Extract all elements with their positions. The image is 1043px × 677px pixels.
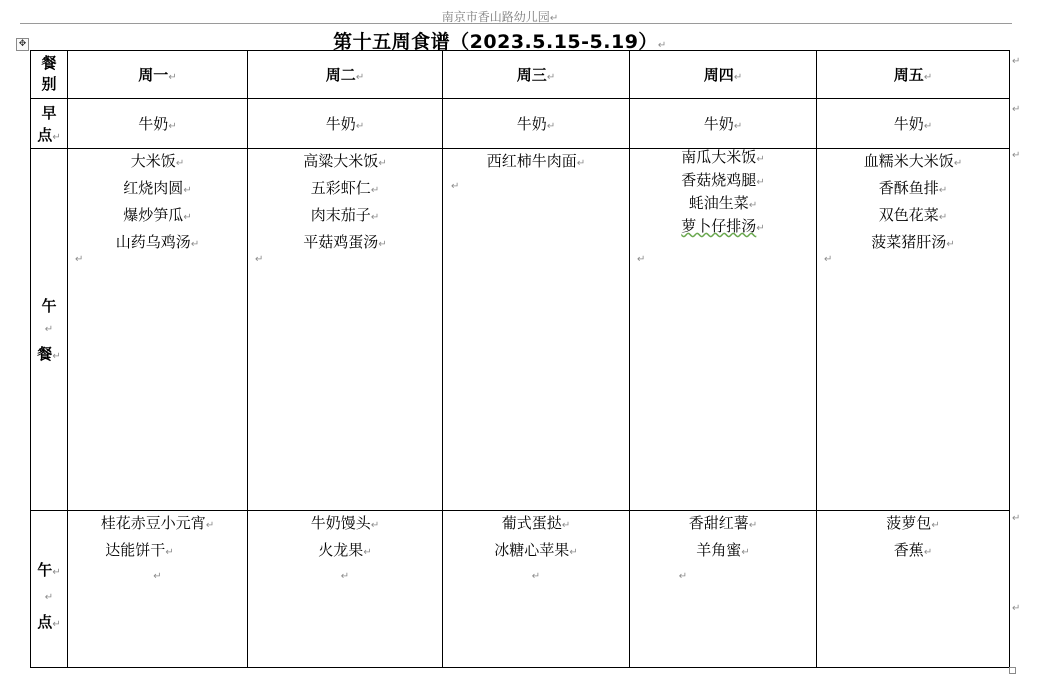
- dish-item: 西红柿牛肉面: [486, 152, 577, 170]
- row-label-lunch: 午 ↵ 餐↵: [37, 297, 61, 363]
- dish-item: 红烧肉圆: [123, 179, 184, 197]
- dish-item: 平菇鸡蛋汤: [303, 233, 379, 251]
- paragraph-mark-icon: ↵: [637, 254, 646, 265]
- header-divider: [20, 23, 1012, 24]
- breakfast-thu: 牛奶↵: [703, 115, 743, 133]
- dish-item: 牛奶: [703, 115, 734, 133]
- corner-label-char: 别: [41, 75, 57, 93]
- dish-item: 爆炒笋瓜: [123, 206, 184, 224]
- snack-tue: 牛奶馒头↵ 火龙果↵ ↵: [310, 514, 380, 582]
- dish-item: 南瓜大米饭: [681, 148, 757, 166]
- day-header-mon: 周一↵: [138, 66, 177, 84]
- snack-thu: 香甜红薯↵ 羊角蜜↵ ↵: [678, 514, 758, 582]
- paragraph-mark-icon: ↵: [657, 40, 667, 51]
- lunch-mon: 大米饭↵ 红烧肉圆↵ 爆炒笋瓜↵ 山药乌鸡汤↵: [115, 152, 200, 251]
- dish-item: 血糯米大米饭: [863, 152, 954, 170]
- table-move-handle-icon[interactable]: ✥: [16, 38, 29, 51]
- row-end-mark-icon: ↵: [1012, 56, 1021, 67]
- dish-item: 达能饼干: [105, 541, 166, 559]
- breakfast-mon: 牛奶↵: [138, 115, 177, 133]
- dish-item: 香酥鱼排: [878, 179, 939, 197]
- table-row-divider: [31, 98, 1009, 99]
- menu-table: [30, 50, 1010, 668]
- dish-item: 羊角蜜: [696, 541, 742, 559]
- paragraph-mark-icon: ↵: [824, 254, 833, 265]
- dish-item: 牛奶: [325, 115, 356, 133]
- day-header-thu: 周四↵: [703, 66, 743, 84]
- paragraph-mark-icon: ↵: [255, 254, 264, 265]
- dish-item: 大米饭: [130, 152, 176, 170]
- dish-item: 萝卜仔排汤: [681, 217, 757, 235]
- corner-label: [31, 53, 67, 95]
- dish-item: 牛奶: [138, 115, 169, 133]
- corner-label-char: 餐: [41, 54, 57, 72]
- dish-item: 香甜红薯: [688, 514, 749, 532]
- day-header-tue: 周二↵: [325, 66, 365, 84]
- breakfast-wed: 牛奶↵: [516, 115, 556, 133]
- breakfast-tue: 牛奶↵: [325, 115, 365, 133]
- paragraph-mark-icon: ↵: [451, 181, 460, 192]
- school-name: 南京市香山路幼儿园: [441, 10, 550, 24]
- row-end-mark-icon: ↵: [1012, 104, 1021, 115]
- dish-item: 香蕉: [893, 541, 924, 559]
- dish-item: 桂花赤豆小元宵: [100, 514, 206, 532]
- dish-item: 肉末茄子: [310, 206, 371, 224]
- paragraph-mark-icon: ↵: [75, 254, 84, 265]
- table-col-divider: [816, 51, 817, 667]
- row-end-mark-icon: ↵: [1012, 150, 1021, 161]
- dish-item: 牛奶: [516, 115, 547, 133]
- day-header-fri: 周五↵: [893, 66, 933, 84]
- lunch-thu: 南瓜大米饭↵ 香菇烧鸡腿↵ 蚝油生菜↵ 萝卜仔排汤↵: [681, 148, 765, 235]
- row-end-mark-icon: ↵: [1012, 603, 1021, 614]
- snack-fri: 菠萝包↵ 香蕉↵: [886, 514, 940, 559]
- snack-mon: 桂花赤豆小元宵↵ 达能饼干↵ ↵: [100, 514, 215, 582]
- dish-item: 冰糖心苹果: [494, 541, 570, 559]
- row-label-afternoon-snack: 午↵ ↵ 点↵: [37, 561, 61, 631]
- row-label-breakfast: 早 点↵: [37, 104, 61, 144]
- dish-item: 山药乌鸡汤: [115, 233, 191, 251]
- menu-title-text: 第十五周食谱（2023.5.15-5.19）: [333, 31, 658, 53]
- dish-item: 菠萝包: [886, 514, 932, 532]
- row-end-mark-icon: ↵: [1012, 513, 1021, 524]
- dish-item: 牛奶馒头: [310, 514, 371, 532]
- dish-item: 高粱大米饭: [303, 152, 379, 170]
- paragraph-mark-icon: ↵: [549, 13, 559, 24]
- dish-item: 菠菜猪肝汤: [871, 233, 947, 251]
- snack-wed: 葡式蛋挞↵ 冰糖心苹果↵ ↵: [494, 514, 578, 582]
- dish-item: 牛奶: [893, 115, 924, 133]
- dish-item: 香菇烧鸡腿: [681, 171, 757, 189]
- table-resize-handle-icon[interactable]: [1009, 667, 1016, 674]
- breakfast-fri: 牛奶↵: [893, 115, 933, 133]
- day-header-wed: 周三↵: [516, 66, 556, 84]
- dish-item: 双色花菜: [878, 206, 939, 224]
- dish-item: 葡式蛋挞: [501, 514, 562, 532]
- dish-item: 五彩虾仁: [310, 179, 371, 197]
- dish-item: 蚝油生菜: [688, 194, 749, 212]
- lunch-fri: 血糯米大米饭↵ 香酥鱼排↵ 双色花菜↵ 菠菜猪肝汤↵: [863, 152, 963, 251]
- lunch-tue: 高粱大米饭↵ 五彩虾仁↵ 肉末茄子↵ 平菇鸡蛋汤↵: [303, 152, 387, 251]
- dish-item: 火龙果: [318, 541, 364, 559]
- lunch-wed: 西红柿牛肉面↵: [486, 152, 586, 170]
